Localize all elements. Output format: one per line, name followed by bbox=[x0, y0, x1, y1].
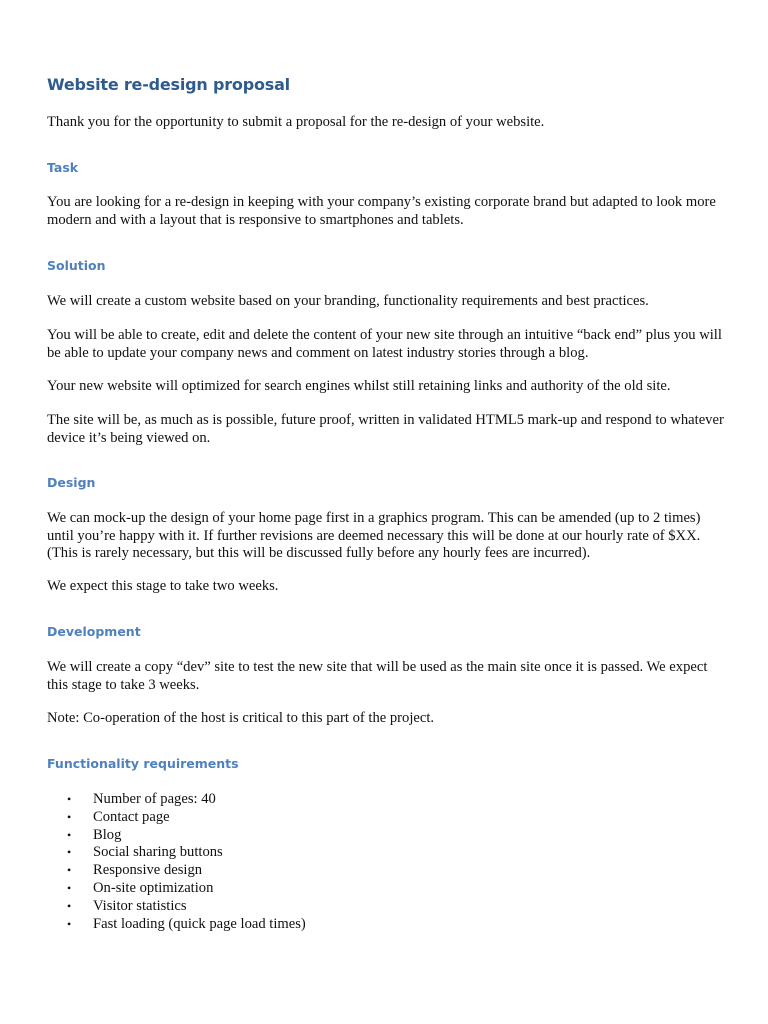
bullet-icon: • bbox=[67, 863, 72, 878]
list-item-text: Visitor statistics bbox=[93, 897, 187, 914]
bullet-icon: • bbox=[67, 827, 72, 842]
list-item bbox=[47, 898, 647, 916]
list-item bbox=[47, 827, 647, 845]
task-paragraph: You are looking for a re-design in keeping with your company’s existing corporate brand but adapted to look more modern and with a layout that is responsive to smartphones and tablets. bbox=[47, 194, 716, 228]
bullet-icon: • bbox=[67, 809, 72, 824]
solution-paragraph-2: You will be able to create, edit and delete the content of your new site through an intuitive “back end” plus you will be able to update your company news and comment on latest industry stories through a blog. bbox=[47, 327, 722, 361]
list-item-text: On-site optimization bbox=[93, 879, 214, 896]
bullet-icon: • bbox=[67, 792, 72, 806]
list-item-text: Contact page bbox=[93, 808, 170, 825]
list-item-text: Blog bbox=[93, 826, 122, 843]
bullet-icon: • bbox=[67, 916, 72, 931]
functionality-heading: Functionality requirements bbox=[47, 756, 239, 771]
solution-paragraph-3: Your new website will optimized for search engines whilst still retaining links and authority of the old site. bbox=[47, 378, 671, 394]
document-title: Website re-design proposal bbox=[47, 75, 290, 94]
bullet-icon: • bbox=[67, 880, 72, 895]
list-item bbox=[47, 862, 647, 880]
task-heading: Task bbox=[47, 160, 79, 175]
development-paragraph-2: Note: Co-operation of the host is critical to this part of the project. bbox=[47, 710, 435, 726]
functionality-list bbox=[47, 791, 647, 933]
solution-paragraph-4: The site will be, as much as is possible, future proof, written in validated HTML5 mark-up and respond to whatever device it’s being viewed on. bbox=[47, 412, 724, 446]
development-heading: Development bbox=[47, 624, 141, 639]
bullet-icon: • bbox=[67, 845, 72, 860]
list-item bbox=[47, 880, 647, 898]
list-item bbox=[47, 791, 647, 809]
intro-paragraph: Thank you for the opportunity to submit a proposal for the re-design of your website. bbox=[47, 114, 545, 130]
list-item-text: Number of pages: 40 bbox=[93, 791, 216, 807]
list-item bbox=[47, 809, 647, 827]
list-item bbox=[47, 916, 647, 934]
list-item bbox=[47, 844, 647, 862]
design-heading: Design bbox=[47, 475, 96, 490]
design-paragraph-2: We expect this stage to take two weeks. bbox=[47, 578, 279, 594]
list-item-text: Responsive design bbox=[93, 862, 203, 879]
list-item-text: Fast loading (quick page load times) bbox=[93, 915, 306, 932]
design-paragraph-1: We can mock-up the design of your home page first in a graphics program. This can be amended (up to 2 times) until you’re happy with it. If further revisions are deemed necessary this will be done at our hourly rate of $XX. (This is rarely necessary, but this will be discussed fully before any hourly fees are incurred). bbox=[47, 510, 701, 561]
list-item-text: Social sharing buttons bbox=[93, 844, 223, 861]
bullet-icon: • bbox=[67, 898, 72, 913]
solution-paragraph-1: We will create a custom website based on your branding, functionality requirements and best practices. bbox=[47, 293, 649, 309]
development-paragraph-1: We will create a copy “dev” site to test the new site that will be used as the main site once it is passed. We expect this stage to take 3 weeks. bbox=[47, 659, 708, 693]
solution-heading: Solution bbox=[47, 258, 106, 273]
